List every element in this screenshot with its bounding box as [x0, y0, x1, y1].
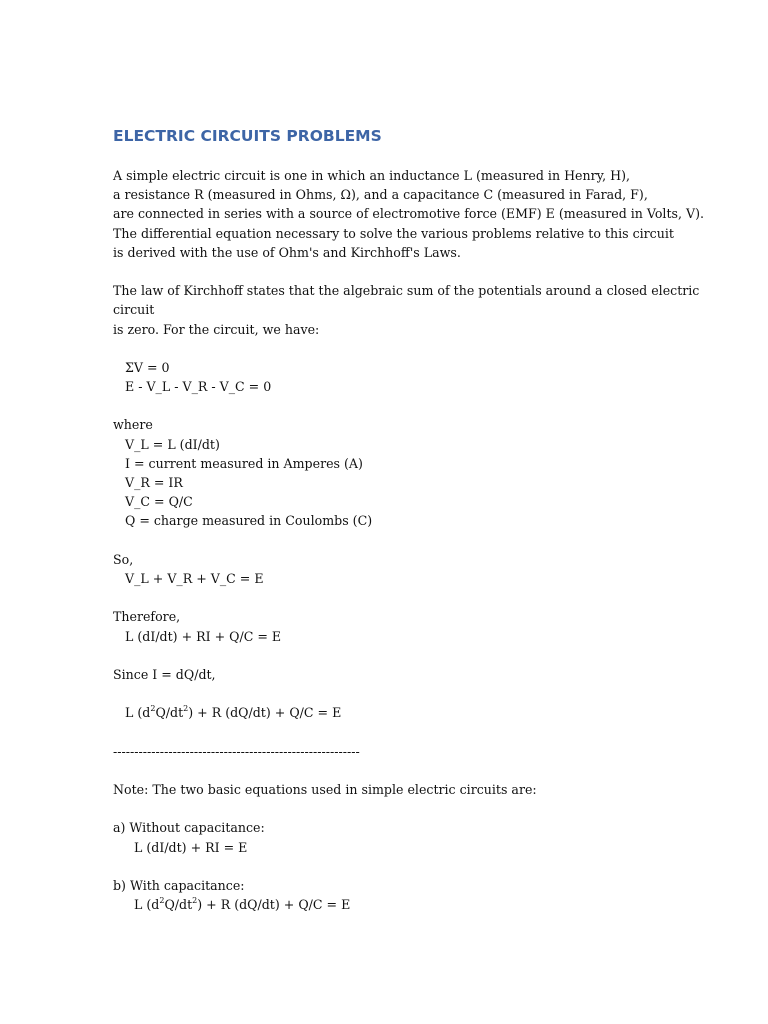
- superscript: 2: [192, 895, 198, 905]
- so-equation: V_L + V_R + V_C = E: [125, 570, 264, 586]
- superscript: 2: [183, 704, 189, 714]
- paragraph-gap: [113, 857, 673, 876]
- since-label: Since I = dQ/dt,: [113, 666, 216, 682]
- paragraph-gap: [113, 646, 673, 665]
- where-label: where: [113, 417, 153, 433]
- therefore-equation: L (dI/dt) + RI + Q/C = E: [125, 628, 282, 644]
- document-page: [113, 125, 704, 914]
- equation-part: L (d: [134, 897, 160, 913]
- sum-equation: E - V_L - V_R - V_C = 0: [125, 379, 272, 395]
- definition-line: Q = charge measured in Coulombs (C): [125, 513, 373, 529]
- equation-part: Q/dt: [155, 705, 184, 721]
- kirchhoff-line: is zero. For the circuit, we have:: [113, 321, 320, 337]
- equation-part: ) + R (dQ/dt) + Q/C = E: [188, 705, 342, 721]
- equation-part: ) + R (dQ/dt) + Q/C = E: [197, 897, 351, 913]
- definition-line: V_R = IR: [125, 475, 183, 490]
- paragraph-gap: [113, 339, 673, 358]
- definition-line: I = current measured in Amperes (A): [125, 455, 363, 471]
- paragraph-gap: [113, 588, 673, 607]
- paragraph-gap: [113, 262, 673, 281]
- case-b-equation: [113, 895, 673, 914]
- definition-line: V_L = L (dI/dt): [125, 436, 220, 452]
- paragraph-gap: [113, 799, 673, 818]
- superscript: 2: [150, 704, 156, 714]
- therefore-label: Therefore,: [113, 609, 181, 625]
- paragraph-gap: [113, 722, 673, 741]
- paragraph-gap: [113, 761, 673, 780]
- equation-part: L (d: [125, 705, 151, 721]
- intro-line: The differential equation necessary to solve the various problems relative to this circuit: [113, 225, 674, 241]
- superscript: 2: [159, 895, 165, 905]
- note-label: Note: The two basic equations used in simple electric circuits are:: [113, 782, 537, 797]
- sum-equation: ΣV = 0: [125, 359, 170, 375]
- kirchhoff-line: The law of Kirchhoff states that the algebraic sum of the potentials around a closed electric: [113, 283, 700, 299]
- case-a-label: a) Without capacitance:: [113, 820, 265, 836]
- paragraph-gap: [113, 684, 673, 703]
- paragraph-gap: [113, 396, 673, 415]
- case-b-label: b) With capacitance:: [113, 877, 245, 893]
- document-title: ELECTRIC CIRCUITS PROBLEMS: [113, 127, 382, 145]
- separator-line: ----------------------------------------------------------: [113, 743, 360, 759]
- case-a-equation: L (dI/dt) + RI = E: [134, 839, 248, 855]
- kirchhoff-line: circuit: [113, 302, 155, 318]
- so-label: So,: [113, 551, 134, 567]
- intro-line: a resistance R (measured in Ohms, Ω), and a capacitance C (measured in Farad, F),: [113, 187, 648, 203]
- intro-line: are connected in series with a source of electromotive force (EMF) E (measured in Volts, V).: [113, 206, 704, 222]
- definition-line: V_C = Q/C: [125, 494, 193, 510]
- equation-part: Q/dt: [164, 897, 193, 913]
- paragraph-gap: [113, 531, 673, 550]
- since-equation: [113, 703, 673, 722]
- intro-line: is derived with the use of Ohm's and Kirchhoff's Laws.: [113, 244, 461, 260]
- intro-line: A simple electric circuit is one in which an inductance L (measured in Henry, H),: [113, 168, 630, 183]
